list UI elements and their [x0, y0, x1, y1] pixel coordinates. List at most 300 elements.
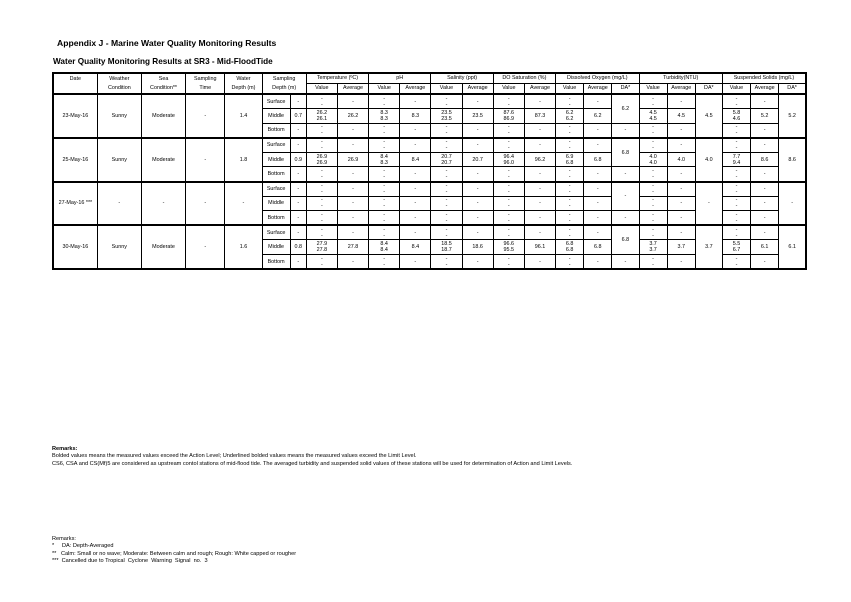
ss-value-cell [722, 255, 750, 270]
value-cell-line: - [320, 226, 323, 233]
turbidity-value-cell [639, 225, 667, 240]
value-cell [431, 138, 462, 153]
do-value-cell-line: 6.8 [565, 247, 574, 254]
turbidity-value-cell-line: 4.5 [649, 115, 657, 122]
date-cell: 27-May-16 *** [53, 182, 97, 226]
value-cell-line: - [383, 183, 386, 190]
date-cell: 30-May-16 [53, 225, 97, 269]
turbidity-average-cell: - [667, 123, 695, 138]
value-cell-line: - [383, 203, 386, 210]
sampling-time-cell: - [186, 182, 225, 226]
value-cell [431, 167, 462, 182]
value-cell-line: - [445, 255, 448, 262]
do-average-cell: - [584, 182, 612, 197]
footnote-line: * DA: Depth-Averaged [52, 543, 114, 550]
value-cell-line: 26.9 [316, 159, 328, 166]
do-value-cell-line: - [568, 261, 571, 268]
ss-average-cell: 5.2 [751, 109, 779, 124]
value-cell-line: - [320, 167, 323, 174]
doc-subtitle: Water Quality Monitoring Results at SR3 - Mid-FloodTide [53, 57, 273, 66]
value-cell [306, 138, 337, 153]
turbidity-value-cell [639, 94, 667, 109]
turbidity-value-cell-line: - [652, 130, 654, 137]
do-average-cell: - [584, 196, 612, 211]
sampling-depth-cell: - [290, 211, 306, 226]
turbidity-value-cell [639, 182, 667, 197]
ss-value-cell-line: 5.8 [732, 109, 741, 116]
average-cell: 96.2 [524, 152, 555, 167]
average-cell: - [462, 196, 493, 211]
water-depth-cell: 1.4 [225, 94, 262, 138]
turbidity-value-cell-line: 3.7 [649, 241, 657, 248]
value-cell-line: - [320, 174, 323, 181]
do-value-cell [556, 152, 584, 167]
value-cell-line: - [320, 145, 323, 152]
value-cell [306, 255, 337, 270]
turbidity-value-cell-line: - [652, 139, 654, 146]
ss-value-cell-line: - [735, 167, 738, 174]
weather-cell: - [97, 182, 141, 226]
value-cell-line: - [383, 101, 386, 108]
remarks-title: Remarks: [52, 446, 78, 452]
weather-cell: Sunny [97, 225, 141, 269]
average-cell: - [524, 182, 555, 197]
column-subheader: Average [667, 84, 695, 95]
do-value-cell-line: - [568, 101, 571, 108]
average-cell: - [400, 94, 431, 109]
value-cell-line: - [445, 217, 448, 224]
average-cell: - [400, 225, 431, 240]
value-cell [493, 196, 524, 211]
sampling-depth-cell: - [290, 138, 306, 153]
sampling-depth-cell: - [290, 182, 306, 197]
do-value-cell-line: 6.9 [565, 153, 574, 160]
ss-value-cell [722, 211, 750, 226]
value-cell-line: - [383, 261, 386, 268]
turbidity-value-cell [639, 167, 667, 182]
table-row [53, 138, 806, 153]
average-cell: - [400, 138, 431, 153]
average-cell: - [337, 182, 368, 197]
turbidity-average-cell: - [667, 167, 695, 182]
value-cell-line: - [445, 95, 448, 102]
ss-value-cell-line: - [735, 95, 738, 102]
ss-value-cell-line: 6.7 [732, 247, 741, 254]
average-cell: - [400, 196, 431, 211]
value-cell [493, 225, 524, 240]
ss-value-cell [722, 240, 750, 255]
average-cell: - [524, 196, 555, 211]
column-subheader: Depth (m) [262, 84, 306, 95]
sampling-level-cell: Middle [262, 152, 290, 167]
do-average-cell: - [584, 255, 612, 270]
average-cell: 8.4 [400, 152, 431, 167]
do-value-cell-line: 6.2 [565, 109, 574, 116]
value-cell-line: - [320, 197, 323, 204]
turbidity-average-cell: - [667, 182, 695, 197]
sampling-level-cell: Middle [262, 109, 290, 124]
turbidity-depth-averaged-cell: 3.7 [695, 225, 722, 269]
turbidity-value-cell [639, 240, 667, 255]
average-cell: - [462, 138, 493, 153]
column-subheader [53, 84, 97, 95]
value-cell-line: - [383, 197, 386, 204]
column-header: Temperature (ºC) [306, 73, 368, 84]
table-row [53, 94, 806, 109]
value-cell-line: - [320, 124, 323, 131]
turbidity-value-cell-line: - [652, 232, 654, 239]
value-cell [369, 240, 400, 255]
value-cell [306, 182, 337, 197]
value-cell-line: - [383, 145, 386, 152]
column-header: pH [369, 73, 431, 84]
value-cell-line: - [445, 124, 448, 131]
value-cell-line: 86.9 [503, 115, 515, 122]
value-cell-line: 18.7 [441, 247, 452, 254]
ss-average-cell: - [751, 211, 779, 226]
value-cell-line: - [320, 232, 323, 239]
average-cell: - [337, 167, 368, 182]
value-cell [369, 109, 400, 124]
average-cell: - [524, 255, 555, 270]
value-cell-line: - [445, 211, 448, 218]
value-cell [369, 138, 400, 153]
average-cell: - [337, 123, 368, 138]
ss-value-cell-line: 4.6 [732, 115, 741, 122]
value-cell [431, 211, 462, 226]
value-cell [493, 255, 524, 270]
value-cell-line: 96.0 [503, 159, 515, 166]
value-cell [431, 196, 462, 211]
turbidity-average-cell: - [667, 255, 695, 270]
turbidity-value-cell-line: - [652, 217, 654, 224]
do-value-cell-line: - [568, 255, 571, 262]
ss-value-cell [722, 196, 750, 211]
value-cell-line: 27.9 [316, 241, 328, 248]
value-cell [369, 94, 400, 109]
value-cell-line: - [507, 130, 510, 137]
ss-value-cell [722, 152, 750, 167]
value-cell-line: - [445, 226, 448, 233]
ss-value-cell [722, 123, 750, 138]
turbidity-average-cell: - [667, 94, 695, 109]
column-header: Water [225, 73, 262, 84]
average-cell: - [524, 211, 555, 226]
value-cell-line: 26.1 [316, 115, 328, 122]
sampling-depth-cell: - [290, 123, 306, 138]
average-cell: 23.5 [462, 109, 493, 124]
value-cell-line: 18.5 [441, 241, 452, 248]
do-value-cell [556, 94, 584, 109]
do-depth-averaged-cell: - [612, 167, 639, 182]
value-cell [493, 109, 524, 124]
column-subheader: Value [556, 84, 584, 95]
ss-average-cell: - [751, 196, 779, 211]
value-cell-line: - [383, 217, 386, 224]
value-cell-line: - [507, 124, 510, 131]
column-subheader: DA* [695, 84, 722, 95]
average-cell: 27.8 [337, 240, 368, 255]
turbidity-value-cell-line: - [652, 95, 654, 102]
value-cell-line: - [383, 174, 386, 181]
value-cell-line: 87.6 [503, 109, 515, 116]
ss-value-cell [722, 109, 750, 124]
value-cell [306, 152, 337, 167]
column-header: Date [53, 73, 97, 84]
doc-title: Appendix J - Marine Water Quality Monitoring Results [57, 38, 277, 48]
do-average-cell: - [584, 225, 612, 240]
average-cell: - [462, 255, 493, 270]
footnote-line: *** Cancelled due to Tropical Cyclone Warning Signal no. 3 [52, 557, 208, 564]
value-cell-line: 26.9 [316, 153, 328, 160]
sea-condition-cell: Moderate [141, 138, 185, 182]
value-cell [306, 196, 337, 211]
do-depth-averaged-cell: 6.8 [612, 138, 639, 167]
average-cell: 26.9 [337, 152, 368, 167]
value-cell-line: - [507, 255, 510, 262]
do-value-cell [556, 255, 584, 270]
value-cell-line: - [320, 217, 323, 224]
value-cell-line: - [320, 261, 323, 268]
do-average-cell: - [584, 123, 612, 138]
do-value-cell-line: - [568, 145, 571, 152]
column-subheader: Value [722, 84, 750, 95]
turbidity-value-cell-line: - [652, 197, 654, 204]
value-cell [369, 182, 400, 197]
column-header: Sampling [186, 73, 225, 84]
value-cell-line: - [383, 232, 386, 239]
value-cell [306, 94, 337, 109]
turbidity-value-cell-line: 3.7 [649, 247, 657, 254]
ss-average-cell: - [751, 167, 779, 182]
do-value-cell-line: - [568, 226, 571, 233]
value-cell-line: - [445, 130, 448, 137]
average-cell: 8.3 [400, 109, 431, 124]
sampling-depth-cell: 0.9 [290, 152, 306, 167]
value-cell [369, 152, 400, 167]
average-cell: 87.3 [524, 109, 555, 124]
value-cell-line: - [383, 167, 386, 174]
value-cell-line: - [507, 226, 510, 233]
average-cell: - [337, 138, 368, 153]
value-cell [493, 182, 524, 197]
value-cell-line: - [507, 261, 510, 268]
do-average-cell: - [584, 211, 612, 226]
do-depth-averaged-cell: 6.2 [612, 94, 639, 123]
value-cell [493, 211, 524, 226]
value-cell-line: - [320, 139, 323, 146]
do-value-cell-line: - [568, 211, 571, 218]
value-cell-line: - [507, 203, 510, 210]
average-cell: - [524, 167, 555, 182]
sea-condition-cell: Moderate [141, 94, 185, 138]
turbidity-value-cell-line: 4.5 [649, 109, 657, 116]
do-value-cell [556, 196, 584, 211]
value-cell [431, 109, 462, 124]
value-cell-line: - [507, 145, 510, 152]
footnote-line: ** Calm: Small or no wave; Moderate: Between calm and rough; Rough: White capped or rougher [52, 550, 297, 557]
column-subheader: Average [462, 84, 493, 95]
ss-average-cell: - [751, 182, 779, 197]
value-cell-line: - [383, 130, 386, 137]
do-depth-averaged-cell: - [612, 123, 639, 138]
column-header: Sampling [262, 73, 306, 84]
date-cell: 23-May-16 [53, 94, 97, 138]
average-cell: - [462, 182, 493, 197]
do-depth-averaged-cell: 6.8 [612, 225, 639, 254]
do-value-cell-line: - [568, 174, 571, 181]
ss-depth-averaged-cell: 6.1 [779, 225, 806, 269]
average-cell: - [337, 196, 368, 211]
turbidity-value-cell [639, 152, 667, 167]
value-cell-line: - [320, 130, 323, 137]
do-value-cell-line: - [568, 95, 571, 102]
turbidity-average-cell: 4.5 [667, 109, 695, 124]
value-cell-line: 8.4 [380, 153, 388, 160]
table-body [53, 94, 806, 269]
average-cell: - [524, 138, 555, 153]
column-subheader: Condition** [141, 84, 185, 95]
ss-value-cell-line: 9.4 [732, 159, 741, 166]
value-cell-line: - [445, 101, 448, 108]
do-value-cell [556, 240, 584, 255]
ss-depth-averaged-cell: 5.2 [779, 94, 806, 138]
value-cell-line: 8.3 [380, 115, 388, 122]
do-value-cell-line: 6.8 [565, 159, 574, 166]
ss-value-cell-line: - [735, 261, 738, 268]
ss-value-cell-line: - [735, 189, 738, 196]
value-cell-line: - [320, 95, 323, 102]
value-cell-line: 23.5 [441, 115, 452, 122]
value-cell-line: - [383, 139, 386, 146]
value-cell [493, 138, 524, 153]
turbidity-value-cell-line: - [652, 255, 654, 262]
average-cell: - [462, 211, 493, 226]
sampling-level-cell: Surface [262, 94, 290, 109]
turbidity-depth-averaged-cell: - [695, 182, 722, 226]
do-value-cell-line: - [568, 232, 571, 239]
turbidity-average-cell: - [667, 138, 695, 153]
value-cell-line: 8.4 [380, 241, 388, 248]
column-subheader: Time [186, 84, 225, 95]
do-depth-averaged-cell: - [612, 182, 639, 211]
ss-value-cell-line: - [735, 124, 738, 131]
ss-value-cell-line: - [735, 139, 738, 146]
average-cell: - [462, 225, 493, 240]
do-value-cell-line: - [568, 139, 571, 146]
value-cell-line: 8.4 [380, 247, 388, 254]
do-value-cell-line: 6.2 [565, 115, 574, 122]
value-cell-line: 96.6 [503, 241, 515, 248]
turbidity-average-cell: 3.7 [667, 240, 695, 255]
sampling-level-cell: Bottom [262, 123, 290, 138]
average-cell: 8.4 [400, 240, 431, 255]
water-quality-table [52, 72, 807, 270]
ss-value-cell-line: 5.5 [732, 241, 741, 248]
average-cell: 20.7 [462, 152, 493, 167]
column-subheader: Value [639, 84, 667, 95]
value-cell-line: - [445, 145, 448, 152]
turbidity-value-cell-line: - [652, 183, 654, 190]
sampling-depth-cell: 0.8 [290, 240, 306, 255]
value-cell [369, 167, 400, 182]
turbidity-average-cell: - [667, 211, 695, 226]
average-cell: - [524, 225, 555, 240]
value-cell-line: - [507, 174, 510, 181]
turbidity-value-cell-line: - [652, 101, 654, 108]
do-average-cell: - [584, 138, 612, 153]
do-value-cell [556, 211, 584, 226]
average-cell: - [462, 123, 493, 138]
value-cell-line: - [507, 167, 510, 174]
turbidity-value-cell-line: - [652, 203, 654, 210]
column-subheader: Value [493, 84, 524, 95]
do-value-cell-line: - [568, 217, 571, 224]
value-cell-line: - [383, 255, 386, 262]
turbidity-average-cell: - [667, 225, 695, 240]
ss-value-cell-line: - [735, 217, 738, 224]
value-cell-line: - [445, 232, 448, 239]
average-cell: - [400, 255, 431, 270]
sampling-level-cell: Middle [262, 196, 290, 211]
value-cell-line: - [445, 167, 448, 174]
water-depth-cell: 1.8 [225, 138, 262, 182]
ss-value-cell [722, 94, 750, 109]
do-average-cell: - [584, 94, 612, 109]
sampling-level-cell: Surface [262, 182, 290, 197]
average-cell: - [337, 211, 368, 226]
turbidity-value-cell-line: - [652, 211, 654, 218]
value-cell-line: - [320, 255, 323, 262]
value-cell-line: - [320, 211, 323, 218]
sampling-depth-cell: - [290, 196, 306, 211]
column-subheader: Condition [97, 84, 141, 95]
column-subheader: Average [337, 84, 368, 95]
do-value-cell [556, 123, 584, 138]
water-depth-cell: 1.6 [225, 225, 262, 269]
value-cell-line: - [445, 261, 448, 268]
value-cell-line: - [383, 124, 386, 131]
ss-average-cell: 8.6 [751, 152, 779, 167]
sampling-depth-cell: - [290, 255, 306, 270]
average-cell: 26.2 [337, 109, 368, 124]
column-subheader: Average [524, 84, 555, 95]
value-cell [493, 240, 524, 255]
value-cell-line: 96.4 [503, 153, 515, 160]
average-cell: - [400, 182, 431, 197]
column-subheader: Depth (m) [225, 84, 262, 95]
value-cell-line: - [507, 95, 510, 102]
sampling-level-cell: Surface [262, 138, 290, 153]
value-cell-line: - [445, 203, 448, 210]
sampling-level-cell: Bottom [262, 167, 290, 182]
ss-value-cell [722, 138, 750, 153]
value-cell-line: - [320, 101, 323, 108]
column-subheader: DA* [779, 84, 806, 95]
turbidity-value-cell-line: - [652, 167, 654, 174]
do-value-cell-line: - [568, 167, 571, 174]
turbidity-value-cell [639, 138, 667, 153]
column-subheader: Value [369, 84, 400, 95]
value-cell-line: - [445, 197, 448, 204]
do-value-cell-line: - [568, 183, 571, 190]
value-cell-line: - [445, 139, 448, 146]
ss-average-cell: 6.1 [751, 240, 779, 255]
column-subheader: Average [751, 84, 779, 95]
turbidity-average-cell: - [667, 196, 695, 211]
turbidity-value-cell-line: - [652, 124, 654, 131]
column-header: Dissolved Oxygen (mg/L) [556, 73, 639, 84]
